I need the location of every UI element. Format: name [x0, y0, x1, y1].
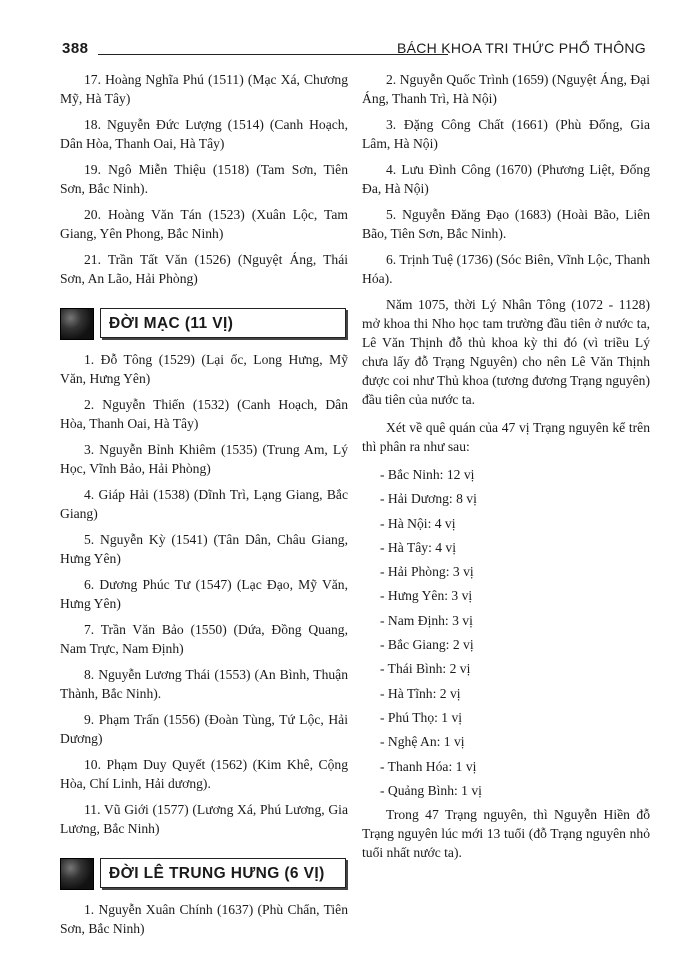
- list-item: 11. Vũ Giới (1577) (Lương Xá, Phú Lương, Gia Lương, Bắc Ninh): [60, 802, 348, 836]
- province-item: - Hà Tĩnh: 2 vị: [380, 685, 461, 701]
- province-item: - Hải Dương: 8 vị: [380, 491, 477, 507]
- province-item: - Thái Bình: 2 vị: [380, 661, 471, 677]
- province-item: - Bắc Giang: 2 vị: [380, 637, 474, 653]
- province-list: [362, 465, 650, 800]
- left-column: [60, 70, 348, 945]
- list-item: 19. Ngô Miễn Thiệu (1518) (Tam Sơn, Tiên Sơn, Bắc Ninh).: [60, 162, 348, 196]
- page-number: 388: [62, 40, 89, 57]
- list-item: 4. Giáp Hải (1538) (Dĩnh Trì, Lạng Giang, Bắc Giang): [60, 487, 348, 521]
- right-column: [362, 70, 650, 871]
- province-item: - Hưng Yên: 3 vị: [380, 588, 473, 604]
- list-item: 9. Phạm Trấn (1556) (Đoàn Tùng, Tứ Lộc, Hải Dương): [60, 712, 348, 746]
- list-item: 7. Trần Văn Bảo (1550) (Dứa, Đồng Quang, Nam Trực, Nam Định): [60, 622, 348, 656]
- province-item: - Quảng Bình: 1 vị: [380, 782, 482, 798]
- province-item: - Thanh Hóa: 1 vị: [380, 758, 477, 774]
- ornament-icon: [60, 858, 94, 890]
- list-item: 4. Lưu Đình Công (1670) (Phương Liệt, Đống Đa, Hà Nội): [362, 162, 650, 196]
- section-title-box: [100, 858, 346, 888]
- province-item: - Nam Định: 3 vị: [380, 612, 473, 628]
- book-title: BÁCH KHOA TRI THỨC PHỔ THÔNG: [396, 40, 646, 56]
- section-title: ĐỜI MẠC (11 VỊ): [109, 315, 234, 332]
- section-title-box: [100, 308, 346, 338]
- province-item: - Hà Nội: 4 vị: [380, 515, 456, 531]
- paragraph-history: Năm 1075, thời Lý Nhân Tông (1072 - 1128) mở khoa thi Nho học tam trường đầu tiên ở nước ta, Lê Văn Thịnh đỗ thủ khoa kỳ thi đó (vì triều Lý chưa lấy đỗ Trạng Nguyên) cho nên Lê Văn Thịnh được coi như Thủ khoa (tương đương Trạng nguyên) đầu tiên của nước ta.: [362, 297, 650, 407]
- list-item: 1. Nguyễn Xuân Chính (1637) (Phù Chẩn, Tiên Sơn, Bắc Ninh): [60, 902, 348, 936]
- list-item: 6. Trịnh Tuệ (1736) (Sóc Biên, Vĩnh Lộc, Thanh Hóa).: [362, 252, 650, 286]
- province-item: - Phú Thọ: 1 vị: [380, 709, 463, 725]
- list-item: 8. Nguyễn Lương Thái (1553) (An Bình, Thuận Thành, Bắc Ninh).: [60, 667, 348, 701]
- header-rule: [98, 54, 448, 55]
- list-item: 2. Nguyễn Thiến (1532) (Canh Hoạch, Dân Hòa, Thanh Oai, Hà Tây): [60, 397, 348, 431]
- list-item: 10. Phạm Duy Quyết (1562) (Kim Khê, Cộng Hòa, Chí Linh, Hải dương).: [60, 757, 348, 791]
- list-item: 1. Đỗ Tông (1529) (Lại ốc, Long Hưng, Mỹ Văn, Hưng Yên): [60, 352, 348, 386]
- list-item: 6. Dương Phúc Tư (1547) (Lạc Đạo, Mỹ Văn, Hưng Yên): [60, 577, 348, 611]
- list-item: 18. Nguyễn Đức Lượng (1514) (Canh Hoạch, Dân Hòa, Thanh Oai, Hà Tây): [60, 117, 348, 151]
- paragraph-youngest: Trong 47 Trạng nguyên, thì Nguyễn Hiền đỗ Trạng nguyên lúc mới 13 tuổi (đỗ Trạng nguyên nhỏ tuổi nhất nước ta).: [362, 807, 650, 861]
- province-item: - Hà Tây: 4 vị: [380, 539, 457, 555]
- list-item: 3. Đặng Công Chất (1661) (Phù Đổng, Gia Lâm, Hà Nội): [362, 117, 650, 151]
- list-item: 20. Hoàng Văn Tán (1523) (Xuân Lộc, Tam Giang, Yên Phong, Bắc Ninh): [60, 207, 348, 241]
- list-item: 5. Nguyễn Đăng Đạo (1683) (Hoài Bão, Liên Bão, Tiên Sơn, Bắc Ninh).: [362, 207, 650, 241]
- section-heading-le: [60, 856, 348, 890]
- section-heading-mac: [60, 306, 348, 340]
- list-item: 21. Trần Tất Văn (1526) (Nguyệt Áng, Thái Sơn, An Lão, Hải Phòng): [60, 252, 348, 286]
- list-item: 3. Nguyễn Bỉnh Khiêm (1535) (Trung Am, Lý Học, Vĩnh Bảo, Hải Phòng): [60, 442, 348, 476]
- list-item: 5. Nguyễn Kỳ (1541) (Tân Dân, Châu Giang, Hưng Yên): [60, 532, 348, 566]
- list-item: 2. Nguyễn Quốc Trình (1659) (Nguyệt Áng, Đại Áng, Thanh Trì, Hà Nội): [362, 72, 650, 106]
- paragraph-origin: Xét về quê quán của 47 vị Trạng nguyên kể trên thì phân ra như sau:: [362, 420, 650, 454]
- province-item: - Nghệ An: 1 vị: [380, 734, 465, 750]
- section-title: ĐỜI LÊ TRUNG HƯNG (6 VỊ): [109, 865, 325, 882]
- list-item: 17. Hoàng Nghĩa Phú (1511) (Mạc Xá, Chương Mỹ, Hà Tây): [60, 72, 348, 106]
- province-item: - Bắc Ninh: 12 vị: [380, 467, 475, 482]
- province-item: - Hải Phòng: 3 vị: [380, 564, 474, 580]
- ornament-icon: [60, 308, 94, 340]
- page-header: [62, 40, 646, 64]
